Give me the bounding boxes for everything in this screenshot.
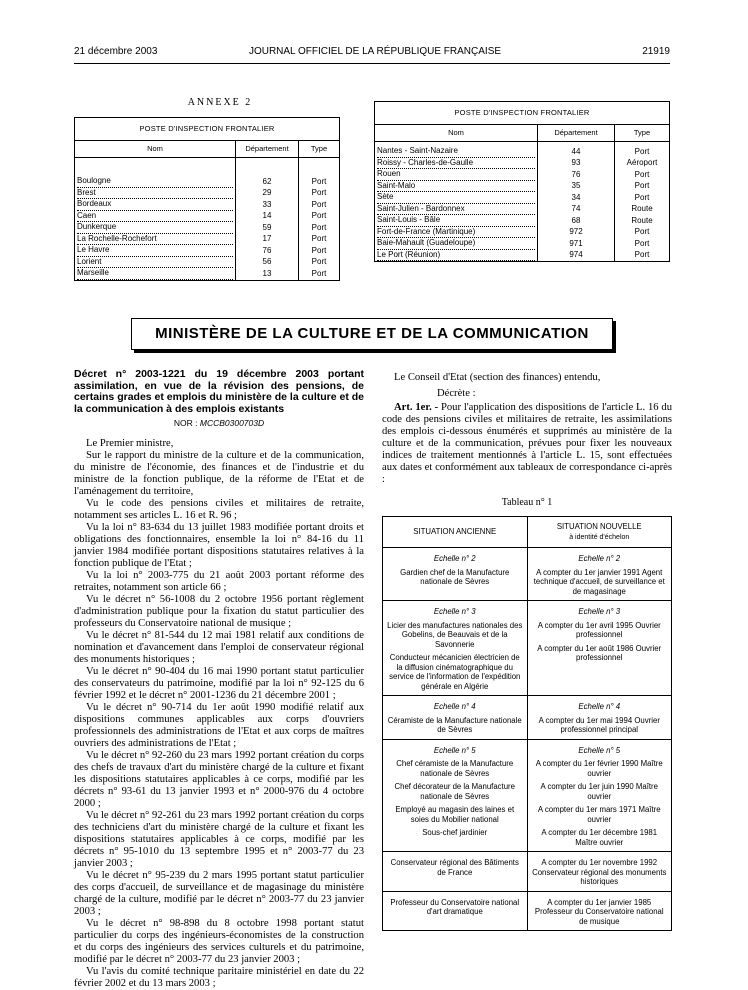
table-row <box>375 158 670 170</box>
ancien-emploi: Sous-chef jardinier <box>422 828 488 837</box>
ancien-emploi: Gardien chef de la Manufacture nationale de Sèvres <box>400 567 510 586</box>
cell-nom <box>75 158 236 188</box>
table-row <box>375 227 670 239</box>
ancien-emploi: Chef céramiste de la Manufacture nationale de Sèvres <box>396 759 514 778</box>
decree-nor <box>74 418 364 428</box>
cell-departement: 76 <box>538 169 615 181</box>
cell-nom-text: Dunkerque <box>77 222 233 234</box>
tableau-row <box>383 739 672 852</box>
situation-ancienne <box>383 891 528 931</box>
cell-departement: 76 <box>236 245 299 257</box>
ministry-title: MINISTÈRE DE LA CULTURE ET DE LA COMMUNICATION <box>155 325 589 342</box>
cell-departement: 33 <box>236 199 299 211</box>
ancien-emploi: Professeur du Conservatoire national d'art dramatique <box>390 897 520 916</box>
cell-nom-text: Caen <box>77 211 233 223</box>
nouvel-emploi: A compter du 1er janvier 1991 Agent technique d'accueil, de surveillance et de magasinage <box>533 567 665 596</box>
cell-nom-text: Saint-Louis - Bâle <box>377 215 535 227</box>
nouvel-emploi: A compter du 1er mars 1971 Maître ouvrier <box>537 805 661 824</box>
table-row <box>75 245 340 257</box>
ancien-emploi: Chef décorateur de la Manufacture nationale de Sèvres <box>394 782 515 801</box>
cell-nom <box>75 211 236 223</box>
conseil-line: Le Conseil d'Etat (section des finances) entendu, <box>394 372 601 383</box>
cell-nom-text: Boulogne <box>77 176 233 188</box>
cell-type: Port <box>299 222 340 234</box>
table-row <box>375 238 670 250</box>
nouvel-emploi: A compter du 1er janvier 1985 Professeur du Conservatoire national de musique <box>534 897 664 926</box>
table-row <box>375 250 670 262</box>
cell-type: Port <box>615 250 670 262</box>
table-row <box>375 204 670 216</box>
cell-nom <box>375 169 538 181</box>
cell-departement: 14 <box>236 211 299 223</box>
ministry-banner <box>131 318 613 350</box>
cell-nom-text: Rouen <box>377 169 535 181</box>
col-departement: Département <box>236 141 299 158</box>
col-type-right: Type <box>615 125 670 142</box>
situation-nouvelle <box>527 852 672 892</box>
col-new-label: SITUATION NOUVELLE <box>556 522 642 531</box>
cell-type: Port <box>299 211 340 223</box>
nouvel-emploi: A compter du 1er février 1990 Maître ouvrier <box>535 759 663 778</box>
cell-departement: 974 <box>538 250 615 262</box>
cell-type: Port <box>299 199 340 211</box>
col-nom-right: Nom <box>375 125 538 142</box>
tableau-row <box>383 601 672 696</box>
cell-nom <box>375 238 538 250</box>
cell-type: Port <box>299 257 340 269</box>
col-situation-nouvelle <box>527 517 672 548</box>
cell-type: Port <box>299 268 340 280</box>
table-row <box>375 142 670 158</box>
cell-nom <box>375 250 538 262</box>
tableau-row <box>383 891 672 931</box>
nouvel-emploi: A compter du 1er août 1986 Ouvrier professionnel <box>537 643 662 662</box>
decrete-line: Décrète : <box>437 388 476 399</box>
cell-departement: 93 <box>538 158 615 170</box>
nor-code: MCCB0300703D <box>199 418 265 428</box>
situation-ancienne <box>383 696 528 740</box>
echelle-label: Echelle n° 5 <box>578 745 621 755</box>
echelle-label: Echelle n° 3 <box>578 607 621 616</box>
nouvel-emploi: A compter du 1er novembre 1992 Conservateur régional des monuments historiques <box>532 858 667 886</box>
cell-nom-text: Saint-Malo <box>377 181 535 193</box>
table-row <box>75 158 340 188</box>
situation-ancienne <box>383 601 528 696</box>
article-label: Art. 1er. - <box>394 402 439 413</box>
cell-type: Port <box>615 192 670 204</box>
left-border-table <box>74 117 340 281</box>
situation-ancienne <box>383 548 528 601</box>
decree-paragraph: Vu le décret n° 56-1008 du 2 octobre 1956 portant règlement d'administration publique pour la fixation du statut particulier des professeurs du Conservatoire national de musique ; <box>74 594 364 629</box>
table-caption: POSTE D'INSPECTION FRONTALIER <box>139 123 275 133</box>
cell-nom-text: Roissy - Charles-de-Gaulle <box>377 158 535 170</box>
cell-departement: 13 <box>236 268 299 280</box>
table-row <box>75 268 340 280</box>
tableau-1 <box>382 516 672 931</box>
echelle-label: Echelle n° 5 <box>433 745 476 755</box>
ancien-emploi: Licier des manufactures nationales des Gobelins, de Beauvais et de la Savonnerie <box>387 620 523 649</box>
cell-type: Route <box>615 204 670 216</box>
decree-paragraph: Vu le code des pensions civiles et militaires de retraite, notamment ses articles L. 16 et R. 96 ; <box>74 498 364 521</box>
col-type: Type <box>299 141 340 158</box>
table-row <box>375 192 670 204</box>
decree-paragraph: Sur le rapport du ministre de la culture et de la communication, du ministre de l'économie, des finances et de l'industrie et du ministre de la fonction publique, de la réforme de l'Etat et de l'aménagement du territoire, <box>74 450 364 497</box>
right-border-table <box>374 101 670 262</box>
cell-nom <box>375 227 538 239</box>
cell-type: Aéroport <box>615 158 670 170</box>
decree-body <box>74 438 364 990</box>
cell-departement: 62 <box>236 158 299 188</box>
cell-type: Port <box>299 158 340 188</box>
cell-nom <box>75 268 236 280</box>
ancien-emploi: Employé au magasin des laines et soies du Mobilier national <box>395 805 515 824</box>
col-new-sub: à identité d'échelon <box>569 533 630 541</box>
article-1 <box>382 402 672 486</box>
cell-type: Port <box>299 234 340 246</box>
nouvel-emploi: A compter du 1er mai 1994 Ouvrier professionnel principal <box>538 715 660 734</box>
cell-type: Port <box>299 188 340 200</box>
situation-ancienne <box>383 852 528 892</box>
decree-title: Décret n° 2003-1221 du 19 décembre 2003 portant assimilation, en vue de la révision des pensions, de certains grades et emplois du ministère de la culture et de la communication à des emplois existants <box>74 368 365 415</box>
header-page: 21919 <box>642 46 670 57</box>
cell-nom <box>75 245 236 257</box>
cell-nom-text: Baie-Mahault (Guadeloupe) <box>377 238 535 250</box>
header-rule <box>74 63 670 64</box>
situation-nouvelle <box>527 696 672 740</box>
cell-departement: 56 <box>236 257 299 269</box>
cell-type: Route <box>615 215 670 227</box>
cell-type: Port <box>615 227 670 239</box>
cell-nom <box>75 199 236 211</box>
table-row <box>75 199 340 211</box>
table-row <box>375 169 670 181</box>
cell-nom-text: Brest <box>77 188 233 200</box>
table-row <box>75 257 340 269</box>
echelle-label: Echelle n° 4 <box>433 702 476 711</box>
cell-departement: 17 <box>236 234 299 246</box>
cell-departement: 34 <box>538 192 615 204</box>
cell-nom <box>75 234 236 246</box>
table-row <box>75 188 340 200</box>
cell-nom <box>375 215 538 227</box>
cell-nom <box>375 142 538 158</box>
cell-type: Port <box>615 169 670 181</box>
decree-paragraph: Vu le décret n° 81-544 du 12 mai 1981 relatif aux conditions de nomination et d'avancement dans l'emploi de conservateur régional des monuments historiques ; <box>74 630 364 665</box>
cell-nom-text: Le Port (Réunion) <box>377 250 535 262</box>
nouvel-emploi: A compter du 1er juin 1990 Maître ouvrier <box>540 782 658 801</box>
cell-nom-text: Sète <box>377 192 535 204</box>
decree-paragraph: Vu le décret n° 90-714 du 1er août 1990 modifié relatif aux dispositions communes applicables aux corps d'ouvriers professionnels des administrations de l'Etat et aux corps de maîtres ouvriers des administrations de l'Etat ; <box>74 702 364 749</box>
cell-nom-text: Nantes - Saint-Nazaire <box>377 146 535 158</box>
tableau-row <box>383 548 672 601</box>
cell-nom-text: Lorient <box>77 257 233 269</box>
situation-nouvelle <box>527 548 672 601</box>
cell-type: Port <box>615 142 670 158</box>
cell-nom <box>375 181 538 193</box>
cell-type: Port <box>615 181 670 193</box>
article-text: Pour l'application des dispositions de l'article L. 16 du code des pensions civiles et militaires de retraite, les assimilations des emplois ci-dessous énumérés et supprimés au ministère de la culture et de la communication, prévues pour fixer les nouveaux indices de traitement mentionnés à l'article L. 15, sont effectuées aux dates et conformément aux tableaux de correspondance ci-après : <box>382 402 672 485</box>
decree-paragraph: Vu le décret n° 95-239 du 2 mars 1995 portant statut particulier des corps d'accueil, de surveillance et de magasinage du ministère chargé de la culture, modifié par le décret n° 2003-77 du 23 janvier 2003 ; <box>74 870 364 917</box>
decree-paragraph: Vu la loi n° 2003-775 du 21 août 2003 portant réforme des retraites, notamment son article 66 ; <box>74 570 364 593</box>
cell-departement: 68 <box>538 215 615 227</box>
nouvel-emploi: A compter du 1er avril 1995 Ouvrier professionnel <box>537 620 661 639</box>
decree-paragraph: Le Premier ministre, <box>86 438 174 449</box>
table-caption-right: POSTE D'INSPECTION FRONTALIER <box>454 107 590 117</box>
nouvel-emploi: A compter du 1er décembre 1981 Maître ouvrier <box>541 828 658 847</box>
cell-nom-text: La Rochelle-Rochefort <box>77 234 233 246</box>
decree-paragraph: Vu l'avis du comité technique paritaire ministériel en date du 22 février 2002 et du 13 mars 2003 ; <box>74 966 364 989</box>
cell-departement: 972 <box>538 227 615 239</box>
col-nom: Nom <box>75 141 236 158</box>
tableau-row <box>383 852 672 892</box>
cell-nom <box>375 204 538 216</box>
decree-paragraph: Vu la loi n° 83-634 du 13 juillet 1983 modifiée portant droits et obligations des fonctionnaires, ensemble la loi n° 84-16 du 11 janvier 1984 modifiée portant dispositions statutaires relatives à la fonction publique de l'Etat ; <box>74 522 364 569</box>
cell-nom-text: Bordeaux <box>77 199 233 211</box>
cell-nom-text: Le Havre <box>77 245 233 257</box>
cell-nom <box>75 188 236 200</box>
cell-nom <box>75 257 236 269</box>
ancien-emploi: Conservateur régional des Bâtiments de France <box>390 858 519 877</box>
cell-nom <box>75 222 236 234</box>
decree-paragraph: Vu le décret n° 90-404 du 16 mai 1990 portant statut particulier des conservateurs du patrimoine, modifié par la loi n° 92-125 du 6 février 1992 et le décret n° 2001-1236 du 21 décembre 2001 ; <box>74 666 364 701</box>
ancien-emploi: Céramiste de la Manufacture nationale de Sèvres <box>387 715 522 734</box>
cell-departement: 971 <box>538 238 615 250</box>
header-journal: JOURNAL OFFICIEL DE LA RÉPUBLIQUE FRANÇAISE <box>248 46 502 57</box>
echelle-label: Echelle n° 3 <box>433 607 476 616</box>
cell-departement: 35 <box>538 181 615 193</box>
annexe-title: ANNEXE 2 <box>187 97 253 108</box>
cell-nom <box>375 192 538 204</box>
situation-nouvelle <box>527 601 672 696</box>
col-situation-ancienne: SITUATION ANCIENNE <box>383 517 528 548</box>
cell-nom-text: Saint-Julien - Bardonnex <box>377 204 535 216</box>
nor-label: NOR : <box>173 418 198 428</box>
table-row <box>75 222 340 234</box>
table-row <box>75 211 340 223</box>
situation-nouvelle <box>527 891 672 931</box>
article-column <box>382 372 672 931</box>
cell-nom <box>375 158 538 170</box>
decree-paragraph: Vu le décret n° 92-260 du 23 mars 1992 portant création du corps des chefs de travaux d'art du ministère chargé de la culture et fixant les dispositions statutaires applicables à ce corps, modifié par les décrets n° 93-61 du 13 janvier 1993 et n° 2000-976 du 4 octobre 2000 ; <box>74 750 364 809</box>
table-row <box>375 181 670 193</box>
cell-departement: 74 <box>538 204 615 216</box>
col-departement-right: Département <box>538 125 615 142</box>
cell-type: Port <box>299 245 340 257</box>
table-row <box>375 215 670 227</box>
tableau-row <box>383 696 672 740</box>
echelle-label: Echelle n° 4 <box>578 702 621 711</box>
header-date: 21 décembre 2003 <box>74 46 158 57</box>
cell-departement: 29 <box>236 188 299 200</box>
situation-ancienne <box>383 739 528 852</box>
cell-departement: 44 <box>538 142 615 158</box>
decree-column <box>74 369 364 990</box>
ancien-emploi: Conducteur mécanicien électricien de la diffusion cinématographique du service de l'information de l'expédition générale en Algérie <box>389 653 521 691</box>
tableau-title: Tableau n° 1 <box>501 497 553 508</box>
echelle-label: Echelle n° 2 <box>578 554 621 563</box>
cell-nom-text: Fort-de-France (Martinique) <box>377 227 535 239</box>
decree-paragraph: Vu le décret n° 98-898 du 8 octobre 1998 portant statut particulier du corps des ingénieurs-économistes de la construction et du corps des ingénieurs des services culturels et du patrimoine, modifié par le décret n° 2003-77 du 23 janvier 2003 ; <box>74 918 364 965</box>
table-row <box>75 234 340 246</box>
situation-nouvelle <box>527 739 672 852</box>
cell-type: Port <box>615 238 670 250</box>
decree-paragraph: Vu le décret n° 92-261 du 23 mars 1992 portant création du corps des techniciens d'art du ministère chargé de la culture et fixant les dispositions statutaires applicables à ce corps, modifié par les décrets n° 95-1010 du 13 septembre 1995 et n° 2003-77 du 23 janvier 2003 ; <box>74 810 364 869</box>
echelle-label: Echelle n° 2 <box>433 554 476 563</box>
cell-departement: 59 <box>236 222 299 234</box>
cell-nom-text: Marseille <box>77 268 233 280</box>
